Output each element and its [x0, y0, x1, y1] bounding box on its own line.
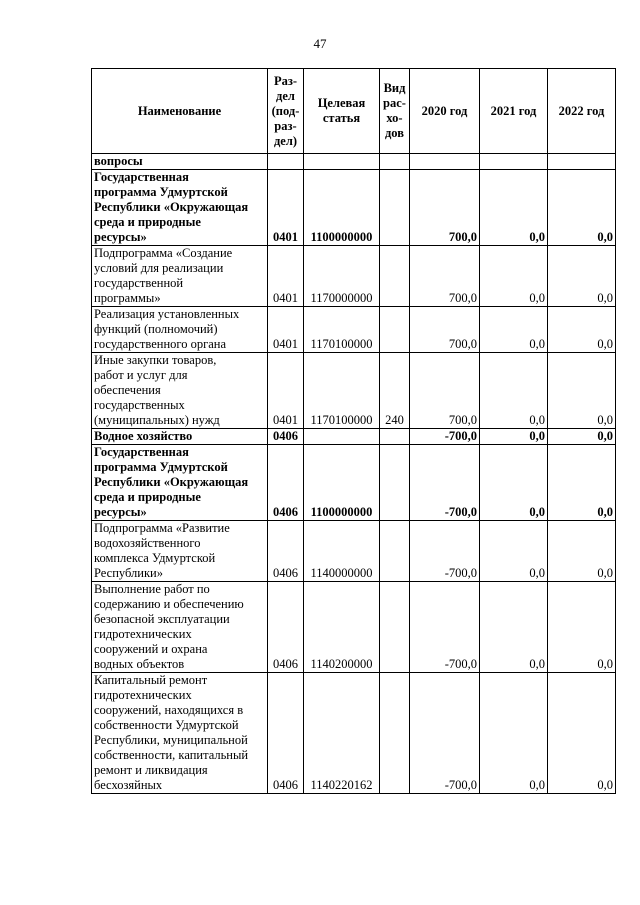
page-number: 47: [313, 36, 327, 51]
header-2020: 2020 год: [410, 69, 480, 154]
row-name-cell: [92, 353, 268, 429]
row-name-line: Выполнение работ по: [94, 582, 210, 596]
row-name-line: программа Удмуртской: [94, 460, 228, 474]
row-target: [304, 429, 380, 445]
header-section-line: раз-: [274, 118, 297, 133]
row-name-line: программа Удмуртской: [94, 185, 228, 199]
row-name-cell: [92, 445, 268, 521]
header-target-line: Целевая: [317, 96, 366, 110]
row-name-line: водных объектов: [94, 657, 185, 671]
row-name-line: Иные закупки товаров,: [94, 353, 217, 367]
row-name-line: комплекса Удмуртской: [94, 551, 216, 565]
header-row: [92, 69, 616, 154]
row-2022: 0,0: [548, 582, 616, 673]
row-2022: 0,0: [548, 673, 616, 794]
row-2020: 700,0: [410, 353, 480, 429]
row-name-line: ресурсы»: [94, 505, 147, 519]
header-section-line: дел: [276, 88, 295, 103]
row-target: 1100000000: [304, 170, 380, 246]
row-name-cell: [92, 673, 268, 794]
table-row: [92, 154, 616, 170]
row-name-line: водохозяйственного: [94, 536, 201, 550]
row-name-line: Реализация установленных: [94, 307, 240, 321]
row-name-line: (муниципальных) нужд: [94, 413, 220, 427]
row-2021: 0,0: [480, 353, 548, 429]
row-kind: 240: [380, 353, 410, 429]
table-row: [92, 307, 616, 353]
row-2022: 0,0: [548, 246, 616, 307]
row-target: 1140220162: [304, 673, 380, 794]
row-2021: 0,0: [480, 246, 548, 307]
row-2020: [410, 154, 480, 170]
row-name-cell: [92, 429, 268, 445]
row-2022: 0,0: [548, 307, 616, 353]
table-row: [92, 521, 616, 582]
row-name-line: Подпрограмма «Создание: [94, 246, 233, 260]
row-2020: -700,0: [410, 521, 480, 582]
row-2021: 0,0: [480, 673, 548, 794]
row-target: 1170100000: [304, 353, 380, 429]
row-name-line: функций (полномочий): [94, 322, 218, 336]
row-name-line: ресурсы»: [94, 230, 147, 244]
row-section: 0406: [268, 582, 304, 673]
header-kind-line: хо-: [386, 111, 403, 125]
header-target-line: статья: [322, 111, 361, 125]
row-2022: 0,0: [548, 429, 616, 445]
row-name-line: содержанию и обеспечению: [94, 597, 244, 611]
budget-table: [91, 68, 616, 794]
row-name-line: безопасной эксплуатации: [94, 612, 230, 626]
header-kind-line: рас-: [383, 96, 406, 110]
row-2022: 0,0: [548, 353, 616, 429]
header-kind-line: Вид: [383, 81, 406, 95]
row-section: 0406: [268, 445, 304, 521]
row-kind: [380, 673, 410, 794]
table-row: [92, 429, 616, 445]
header-target: [304, 69, 380, 154]
row-name-line: государственного органа: [94, 337, 227, 351]
row-name-cell: [92, 154, 268, 170]
row-target: 1170000000: [304, 246, 380, 307]
row-2020: 700,0: [410, 246, 480, 307]
row-name-line: гидротехнических: [94, 627, 192, 641]
row-target: [304, 154, 380, 170]
row-name-line: бесхозяйных: [94, 778, 163, 792]
row-name-line: Республики, муниципальной: [94, 733, 248, 747]
table-row: [92, 673, 616, 794]
row-2022: [548, 154, 616, 170]
row-section: 0406: [268, 429, 304, 445]
row-section: 0401: [268, 353, 304, 429]
row-2022: 0,0: [548, 170, 616, 246]
row-name-line: собственности Удмуртской: [94, 718, 239, 732]
header-section-line: (под-: [271, 103, 300, 118]
row-section: 0401: [268, 307, 304, 353]
row-kind: [380, 170, 410, 246]
row-name-cell: [92, 170, 268, 246]
table-row: [92, 246, 616, 307]
row-2020: -700,0: [410, 673, 480, 794]
table-row: [92, 170, 616, 246]
header-2022: 2022 год: [548, 69, 616, 154]
header-2021: 2021 год: [480, 69, 548, 154]
row-kind: [380, 521, 410, 582]
row-kind: [380, 429, 410, 445]
header-kind-line: дов: [384, 126, 404, 140]
row-name-line: собственности, капитальный: [94, 748, 249, 762]
row-2022: 0,0: [548, 521, 616, 582]
row-name-line: государственных: [94, 398, 185, 412]
row-2021: 0,0: [480, 445, 548, 521]
row-target: 1140000000: [304, 521, 380, 582]
row-2020: -700,0: [410, 582, 480, 673]
row-2021: 0,0: [480, 521, 548, 582]
table-row: [92, 353, 616, 429]
row-kind: [380, 246, 410, 307]
row-name-line: Государственная: [94, 170, 189, 184]
table-row: [92, 582, 616, 673]
row-name-line: Республики «Окружающая: [94, 200, 249, 214]
row-name-cell: [92, 307, 268, 353]
row-2020: -700,0: [410, 429, 480, 445]
row-kind: [380, 154, 410, 170]
row-2021: [480, 154, 548, 170]
row-name-cell: [92, 582, 268, 673]
row-name-line: Государственная: [94, 445, 189, 459]
header-section: [268, 69, 304, 154]
row-name-line: среда и природные: [94, 490, 201, 504]
row-target: 1140200000: [304, 582, 380, 673]
row-2020: 700,0: [410, 307, 480, 353]
table-body: [92, 154, 616, 794]
row-target: 1100000000: [304, 445, 380, 521]
row-name-line: ремонт и ликвидация: [94, 763, 208, 777]
row-2021: 0,0: [480, 429, 548, 445]
row-name-line: государственной: [94, 276, 184, 290]
row-2021: 0,0: [480, 307, 548, 353]
row-target: 1170100000: [304, 307, 380, 353]
row-section: [268, 154, 304, 170]
row-2021: 0,0: [480, 170, 548, 246]
row-name-line: программы»: [94, 291, 161, 305]
row-section: 0406: [268, 521, 304, 582]
row-section: 0401: [268, 170, 304, 246]
row-name-line: Республики «Окружающая: [94, 475, 249, 489]
row-name-line: Республики»: [94, 566, 163, 580]
row-name-cell: [92, 521, 268, 582]
row-2022: 0,0: [548, 445, 616, 521]
row-name-line: работ и услуг для: [94, 368, 188, 382]
row-name-line: Водное хозяйство: [94, 429, 193, 443]
header-name: Наименование: [92, 69, 268, 154]
row-2020: -700,0: [410, 445, 480, 521]
row-name-line: гидротехнических: [94, 688, 192, 702]
row-name-line: Подпрограмма «Развитие: [94, 521, 230, 535]
row-name-line: обеспечения: [94, 383, 161, 397]
table-row: [92, 445, 616, 521]
row-name-line: условий для реализации: [94, 261, 224, 275]
row-section: 0401: [268, 246, 304, 307]
row-kind: [380, 582, 410, 673]
header-kind: [380, 69, 410, 154]
row-name-cell: [92, 246, 268, 307]
row-2020: 700,0: [410, 170, 480, 246]
row-name-line: сооружений и охрана: [94, 642, 208, 656]
header-section-line: дел): [273, 133, 298, 148]
row-name-line: сооружений, находящихся в: [94, 703, 244, 717]
row-kind: [380, 445, 410, 521]
header-section-line: Раз-: [273, 73, 298, 88]
row-name-line: среда и природные: [94, 215, 201, 229]
row-name-line: Капитальный ремонт: [94, 673, 208, 687]
row-name-line: вопросы: [94, 154, 143, 168]
row-2021: 0,0: [480, 582, 548, 673]
row-section: 0406: [268, 673, 304, 794]
row-kind: [380, 307, 410, 353]
